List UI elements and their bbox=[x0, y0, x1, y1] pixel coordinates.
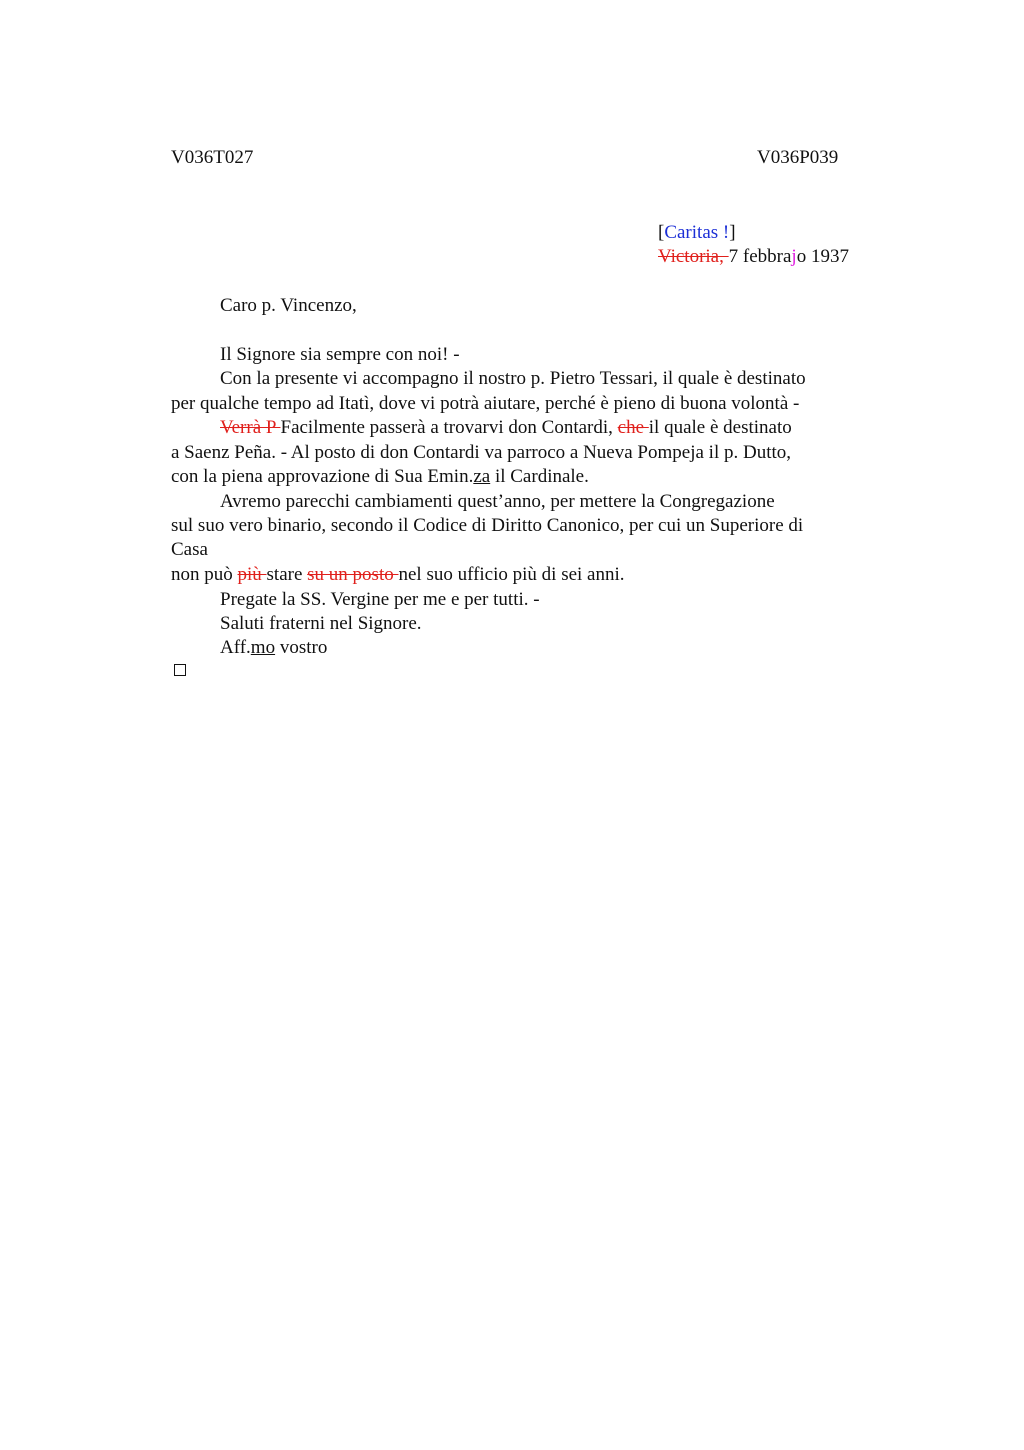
motto-line bbox=[658, 221, 736, 245]
checkbox-icon bbox=[174, 664, 186, 676]
paragraph-4-line-4 bbox=[171, 563, 625, 587]
document-code-left: V036T027 bbox=[171, 147, 254, 168]
paragraph-2-line-2: per qualche tempo ad Itatì, dove vi potrà aiutare, perché è pieno di buona volontà - bbox=[171, 393, 800, 414]
motto: Caritas ! bbox=[664, 222, 730, 243]
date-inserted-letter: j bbox=[791, 246, 797, 267]
paragraph-5: Pregate la SS. Vergine per me e per tutti. - bbox=[220, 589, 540, 610]
text-run: il Cardinale. bbox=[490, 466, 589, 487]
deleted-text: che bbox=[617, 417, 649, 438]
paragraph-4-line-1: Avremo parecchi cambiamenti quest’anno, per mettere la Congregazione bbox=[220, 491, 775, 512]
deleted-text: Verrà P bbox=[220, 417, 281, 438]
date-part2: o 1937 bbox=[796, 246, 849, 267]
bracket-open: [ bbox=[658, 222, 665, 243]
paragraph-3-line-2: a Saenz Peña. - Al posto di don Contardi va parroco a Nueva Pompeja il p. Dutto, bbox=[171, 442, 792, 463]
deleted-text: su un posto bbox=[307, 564, 399, 585]
document-code-right: V036P039 bbox=[757, 147, 839, 168]
text-run: Facilmente passerà a trovarvi don Contardi, bbox=[280, 417, 618, 438]
paragraph-2-line-1: Con la presente vi accompagno il nostro p. Pietro Tessari, il quale è destinato bbox=[220, 368, 806, 389]
deleted-text: più bbox=[237, 564, 267, 585]
deleted-place: Victoria, bbox=[658, 246, 729, 267]
closing bbox=[220, 636, 327, 660]
date-line bbox=[658, 245, 849, 269]
salutation: Caro p. Vincenzo, bbox=[220, 295, 357, 316]
underlined-abbreviation: za bbox=[473, 466, 491, 487]
paragraph-3-line-3 bbox=[171, 465, 589, 489]
text-run: vostro bbox=[275, 637, 328, 658]
bracket-close: ] bbox=[729, 222, 736, 243]
text-run: con la piena approvazione di Sua Emin. bbox=[171, 466, 474, 487]
paragraph-4-line-3: Casa bbox=[171, 539, 208, 560]
text-run: il quale è destinato bbox=[648, 417, 792, 438]
text-run: stare bbox=[266, 564, 308, 585]
underlined-abbreviation: mo bbox=[250, 637, 276, 658]
paragraph-4-line-2: sul suo vero binario, secondo il Codice di Diritto Canonico, per cui un Superiore di bbox=[171, 515, 804, 536]
text-run: non può bbox=[171, 564, 238, 585]
paragraph-6: Saluti fraterni nel Signore. bbox=[220, 613, 422, 634]
text-run: nel suo ufficio più di sei anni. bbox=[398, 564, 625, 585]
paragraph-3-line-1 bbox=[220, 416, 792, 440]
paragraph-1: Il Signore sia sempre con noi! - bbox=[220, 344, 460, 365]
date-part1: 7 febbra bbox=[728, 246, 792, 267]
text-run: Aff. bbox=[220, 637, 251, 658]
